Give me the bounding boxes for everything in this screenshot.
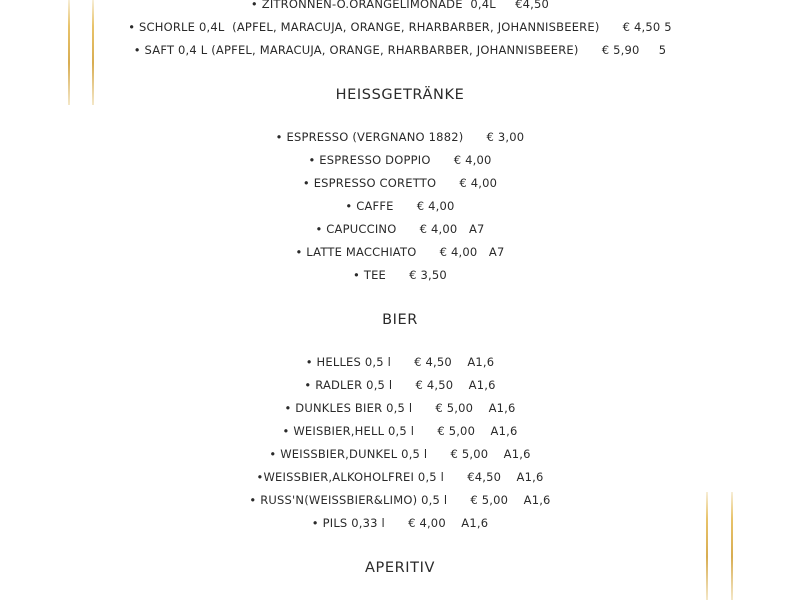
menu-item: • ESPRESSO CORETTO € 4,00	[302, 176, 498, 190]
menu-item: • PILS 0,33 l € 4,00 A1,6	[311, 516, 489, 530]
menu-item: • ESPRESSO (VERGNANO 1882) € 3,00	[275, 130, 525, 144]
menu-item: • TEE € 3,50	[353, 268, 447, 282]
menu-item: • WEISBIER,HELL 0,5 l € 5,00 A1,6	[282, 424, 518, 438]
menu-item: •WEISSBIER,ALKOHOLFREI 0,5 l €4,50 A1,6	[256, 470, 544, 484]
section-heading-heissgetraenke: HEISSGETRÄNKE	[335, 87, 465, 103]
menu-item: • ESPRESSO DOPPIO € 4,00	[308, 153, 492, 167]
section-heading-aperitiv: APERITIV	[364, 560, 436, 576]
menu-item: • HELLES 0,5 l € 4,50 A1,6	[305, 355, 495, 369]
gold-line-right-1	[706, 492, 708, 600]
menu-item: • SCHORLE 0,4L (APFEL, MARACUJA, ORANGE, RHARBARBER, JOHANNISBEERE) € 4,50 5	[128, 20, 672, 34]
menu-item: • LATTE MACCHIATO € 4,00 A7	[295, 245, 505, 259]
menu-item: • RUSS'N(WEISSBIER&LIMO) 0,5 l € 5,00 A1,6	[249, 493, 551, 507]
menu-item: • WEISSBIER,DUNKEL 0,5 l € 5,00 A1,6	[269, 447, 531, 461]
menu-item: • CAPUCCINO € 4,00 A7	[315, 222, 485, 236]
menu-item: • SAFT 0,4 L (APFEL, MARACUJA, ORANGE, RHARBARBER, JOHANNISBEERE) € 5,90 5	[133, 43, 667, 57]
menu-item: • DUNKLES BIER 0,5 l € 5,00 A1,6	[284, 401, 516, 415]
menu-item: • CAFFE € 4,00	[345, 199, 455, 213]
menu-item: • RADLER 0,5 l € 4,50 A1,6	[304, 378, 496, 392]
gold-line-right-2	[731, 492, 733, 600]
section-heading-bier: BIER	[382, 312, 418, 328]
menu-item: • ZITRONNEN-O.ORANGELIMONADE 0,4L €4,50	[250, 0, 550, 11]
